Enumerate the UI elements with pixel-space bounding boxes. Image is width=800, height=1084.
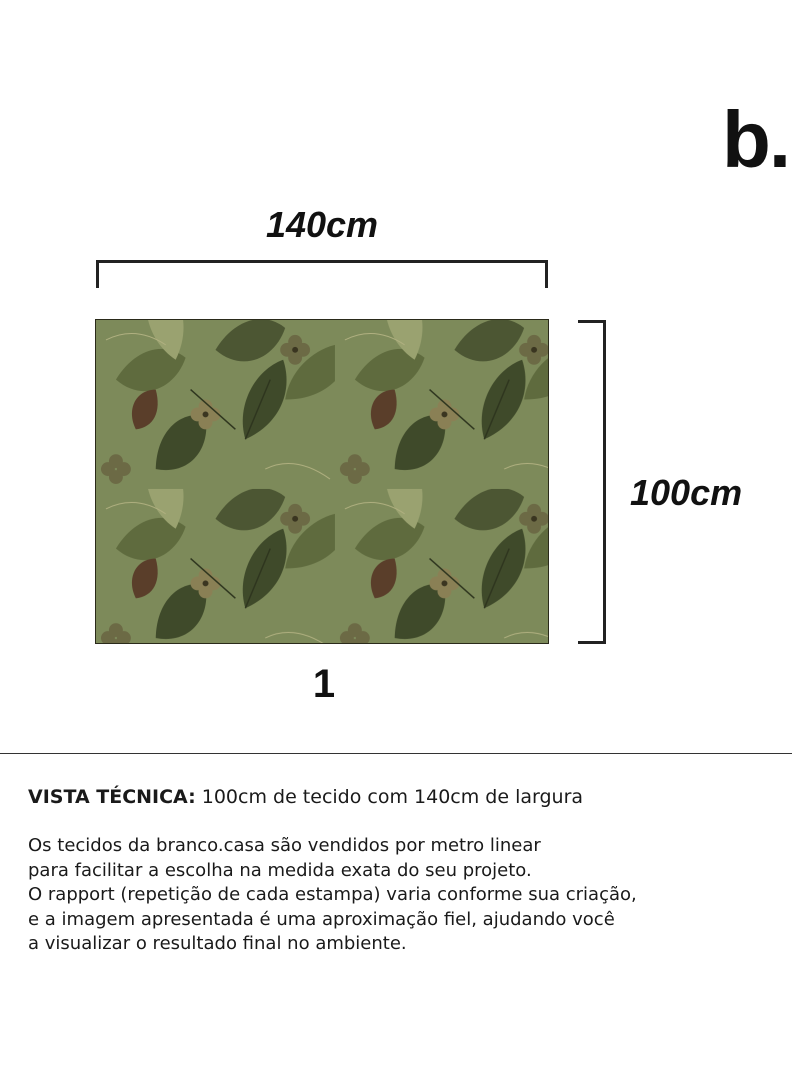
height-bracket bbox=[578, 320, 606, 644]
botanical-pattern bbox=[96, 320, 548, 643]
technical-view bbox=[28, 786, 583, 808]
description-line: para facilitar a escolha na medida exata do seu projeto. bbox=[28, 859, 532, 881]
technical-view-label: VISTA TÉCNICA: bbox=[28, 786, 196, 808]
fabric-swatch-image bbox=[95, 319, 549, 644]
description-line: Os tecidos da branco.casa são vendidos por metro linear bbox=[28, 835, 541, 856]
width-bracket bbox=[96, 260, 548, 288]
description-line: e a imagem apresentada é uma aproximação fiel, ajudando você bbox=[28, 908, 615, 930]
section-divider bbox=[0, 753, 792, 754]
description-paragraph bbox=[28, 834, 768, 957]
width-dimension-label: 140cm bbox=[265, 204, 379, 245]
description-line: O rapport (repetição de cada estampa) varia conforme sua criação, bbox=[28, 884, 637, 905]
height-dimension-label: 100cm bbox=[630, 472, 743, 513]
description-line: a visualizar o resultado final no ambiente. bbox=[28, 933, 407, 954]
quantity-label: 1 bbox=[312, 662, 336, 706]
technical-view-text: 100cm de tecido com 140cm de largura bbox=[195, 786, 584, 808]
brand-logo: b. bbox=[722, 95, 790, 184]
